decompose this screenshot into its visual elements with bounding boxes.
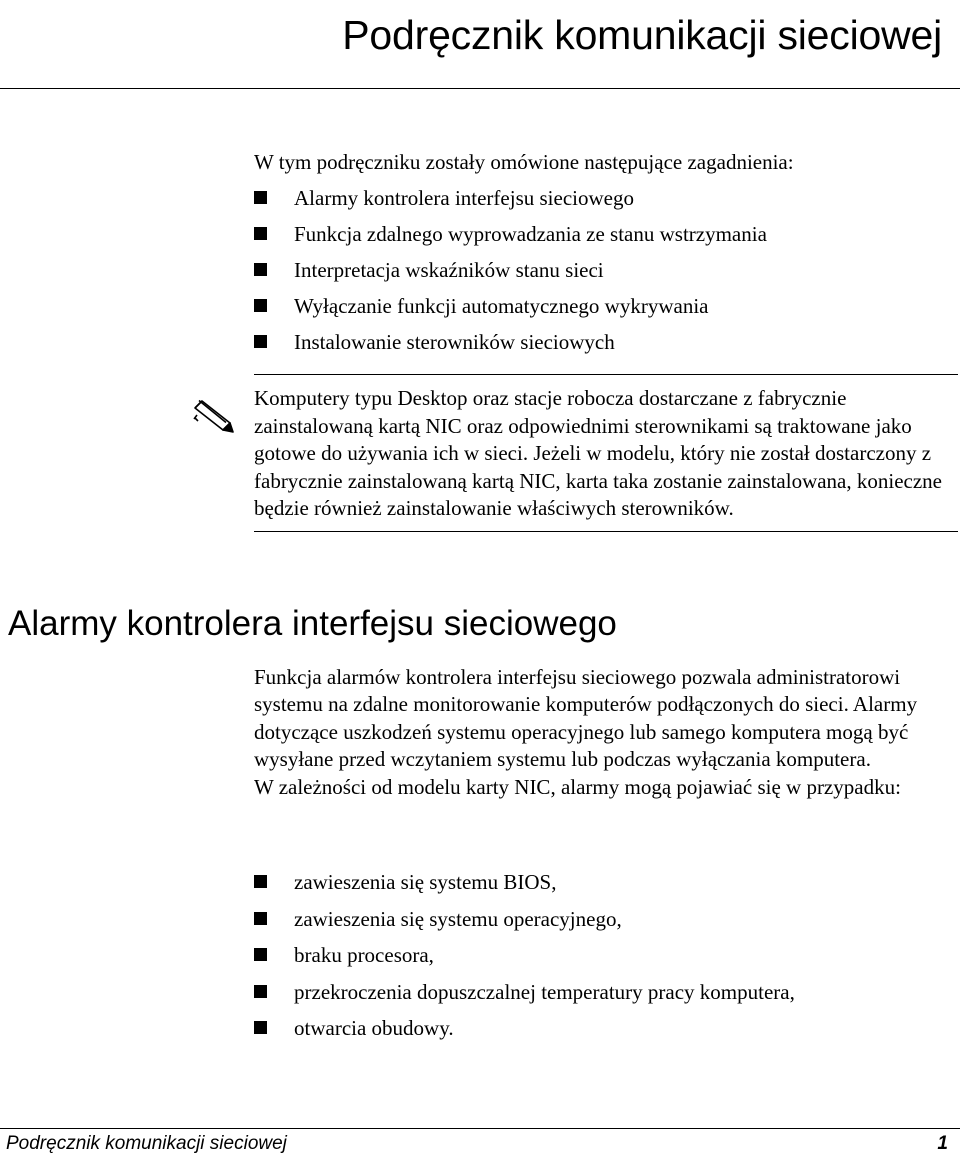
square-bullet-icon (254, 1021, 267, 1034)
footer-divider (0, 1128, 960, 1129)
list-item-text: otwarcia obudowy. (294, 1016, 454, 1040)
list-item (254, 1010, 954, 1047)
list-item (254, 864, 954, 901)
list-item (254, 252, 954, 288)
list-item-text: Funkcja zdalnego wyprowadzania ze stanu wstrzymania (294, 222, 767, 246)
section-body (254, 664, 954, 801)
list-item (254, 324, 954, 360)
title-divider (0, 88, 960, 89)
alarm-cases (254, 864, 954, 1047)
list-item (254, 901, 954, 938)
list-item-text: Alarmy kontrolera interfejsu sieciowego (294, 186, 634, 210)
page-number: 1 (937, 1133, 948, 1154)
intro-lead: W tym podręczniku zostały omówione następujące zagadnienia: (254, 150, 794, 174)
topics-list (254, 180, 954, 360)
list-item (254, 216, 954, 252)
list-item (254, 974, 954, 1011)
list-item-text: przekroczenia dopuszczalnej temperatury pracy komputera, (294, 979, 795, 1004)
list-item-text: Wyłączanie funkcji automatycznego wykrywania (294, 294, 709, 318)
section-paragraph: Funkcja alarmów kontrolera interfejsu sieciowego pozwala administratorowi systemu na zdalne monitorowanie komputerów podłączonych do sieci. Alarmy dotyczące uszkodzeń systemu operacyjnego lub samego komputera mogą być wysyłane przed wczytaniem systemu lub podczas wyłączania komputera. (254, 665, 918, 772)
note-text: Komputery typu Desktop oraz stacje robocza dostarczane z fabrycznie zainstalowaną kartą NIC oraz odpowiednimi sterownikami są traktowane jako gotowe do używania ich w sieci. Jeżeli w modelu, który nie został dostarczony z fabrycznie zainstalowaną kartą NIC, karta taka zostanie zainstalowana, konieczne będzie również zainstalowanie właściwych sterowników. (254, 386, 942, 520)
square-bullet-icon (254, 227, 267, 240)
list-item (254, 288, 954, 324)
square-bullet-icon (254, 912, 267, 925)
list-item (254, 937, 954, 974)
list-item-text: Interpretacja wskaźników stanu sieci (294, 258, 604, 282)
square-bullet-icon (254, 299, 267, 312)
square-bullet-icon (254, 263, 267, 276)
footer-title: Podręcznik komunikacji sieciowej (6, 1133, 287, 1154)
intro-block (254, 144, 954, 360)
pencil-note-icon (192, 392, 234, 434)
alarm-cases-list (254, 864, 954, 1047)
list-item-text: Instalowanie sterowników sieciowych (294, 330, 615, 354)
list-item-text: zawieszenia się systemu operacyjnego, (294, 906, 622, 931)
list-item-text: braku procesora, (294, 943, 434, 967)
square-bullet-icon (254, 335, 267, 348)
section-paragraph: W zależności od modelu karty NIC, alarmy mogą pojawiać się w przypadku: (254, 774, 901, 799)
list-item-text: zawieszenia się systemu BIOS, (294, 870, 557, 894)
page-title: Podręcznik komunikacji sieciowej (342, 12, 942, 58)
note-box (254, 374, 958, 532)
square-bullet-icon (254, 191, 267, 204)
square-bullet-icon (254, 875, 267, 888)
square-bullet-icon (254, 948, 267, 961)
section-heading: Alarmy kontrolera interfejsu sieciowego (8, 604, 617, 643)
list-item (254, 180, 954, 216)
square-bullet-icon (254, 985, 267, 998)
